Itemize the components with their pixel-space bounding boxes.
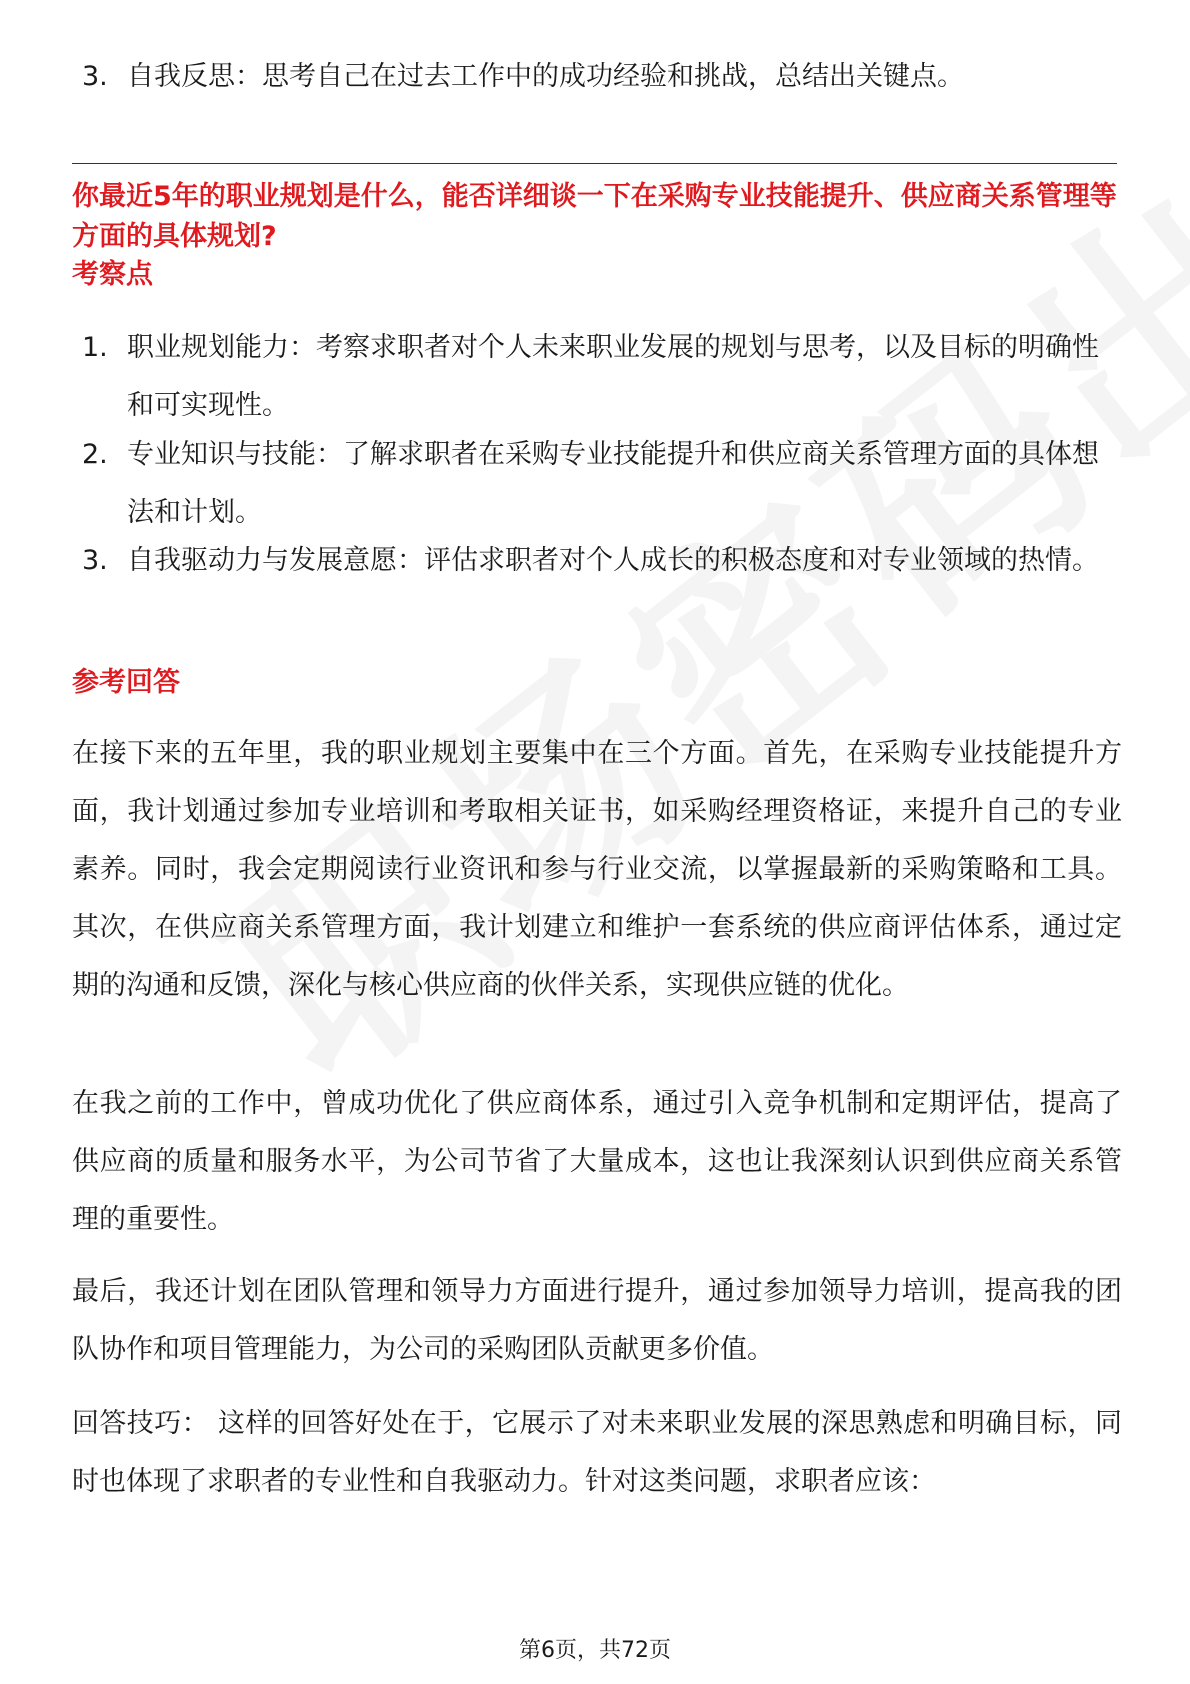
assessment-heading: 考察点 xyxy=(72,259,153,290)
section-divider xyxy=(72,163,1117,164)
list-item-number: 2. xyxy=(82,439,108,470)
question-heading: 你最近5年的职业规划是什么，能否详细谈一下在采购专业技能提升、供应商关系管理等方面的具体规划? xyxy=(72,181,1117,252)
list-item-text: 自我反思：思考自己在过去工作中的成功经验和挑战，总结出关键点。 xyxy=(127,61,964,92)
list-item-number: 3. xyxy=(82,545,108,576)
list-item-number: 1. xyxy=(82,332,108,363)
answer-paragraph: 在我之前的工作中，曾成功优化了供应商体系，通过引入竞争机制和定期评估，提高了供应商的质量和服务水平，为公司节省了大量成本，这也让我深刻认识到供应商关系管理的重要性。 xyxy=(72,1088,1122,1235)
answer-tips-paragraph: 回答技巧： 这样的回答好处在于，它展示了对未来职业发展的深思熟虑和明确目标，同时也体现了求职者的专业性和自我驱动力。针对这类问题，求职者应该： xyxy=(72,1408,1122,1497)
list-item-text: 职业规划能力：考察求职者对个人未来职业发展的规划与思考，以及目标的明确性和可实现性。 xyxy=(127,332,1099,421)
answer-paragraph: 最后，我还计划在团队管理和领导力方面进行提升，通过参加领导力培训，提高我的团队协作和项目管理能力，为公司的采购团队贡献更多价值。 xyxy=(72,1276,1122,1365)
list-item-text: 自我驱动力与发展意愿：评估求职者对个人成长的积极态度和对专业领域的热情。 xyxy=(127,545,1099,576)
answer-paragraph: 在接下来的五年里，我的职业规划主要集中在三个方面。首先，在采购专业技能提升方面，我计划通过参加专业培训和考取相关证书，如采购经理资格证，来提升自己的专业素养。同时，我会定期阅读行业资讯和参与行业交流，以掌握最新的采购策略和工具。其次，在供应商关系管理方面，我计划建立和维护一套系统的供应商评估体系，通过定期的沟通和反馈，深化与核心供应商的伙伴关系，实现供应链的优化。 xyxy=(72,738,1122,1001)
list-item-number: 3. xyxy=(82,61,108,92)
page-number-footer: 第6页，共72页 xyxy=(519,1638,671,1663)
list-item-text: 专业知识与技能：了解求职者在采购专业技能提升和供应商关系管理方面的具体想法和计划。 xyxy=(127,439,1099,528)
answer-heading: 参考回答 xyxy=(72,667,180,698)
